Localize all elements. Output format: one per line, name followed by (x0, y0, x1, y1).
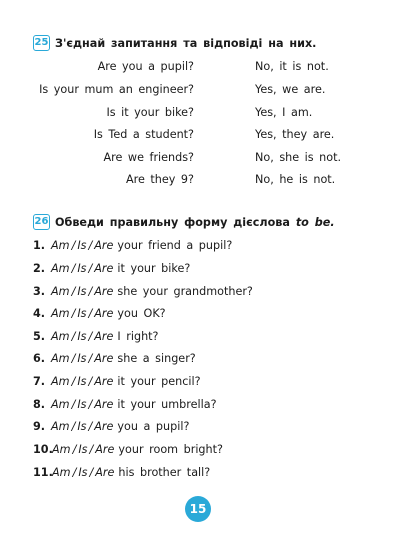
match-row (0, 106, 409, 122)
option-am[interactable]: Am (51, 398, 70, 411)
verb-choices: Am / Is / Are (51, 307, 114, 320)
verb-choices: Am / Is / Are (51, 420, 114, 433)
exercise-25-header (33, 35, 316, 51)
item-text: your friend a pupil? (117, 239, 233, 252)
option-are[interactable]: Are (95, 466, 115, 479)
exercise-item (33, 262, 190, 275)
option-is[interactable]: Is (77, 352, 87, 365)
exercise-title: Обведи правильну форму дієслова to be. (55, 215, 335, 229)
verb-choices: Am / Is / Are (51, 330, 114, 343)
option-am[interactable]: Am (51, 352, 70, 365)
option-is[interactable]: Is (77, 285, 87, 298)
exercise-number-badge: 25 (33, 35, 50, 51)
verb-choices: Am / Is / Are (51, 285, 114, 298)
answer: No, he is not. (255, 173, 336, 186)
item-number: 6. (33, 352, 46, 365)
answer: Yes, they are. (255, 128, 335, 141)
exercise-item (33, 375, 201, 388)
option-is[interactable]: Is (77, 398, 87, 411)
item-text: his brother tall? (118, 466, 211, 479)
item-number: 7. (33, 375, 46, 388)
verb-choices: Am / Is / Are (52, 466, 115, 479)
item-number: 4. (33, 307, 46, 320)
item-text: you OK? (117, 307, 166, 320)
option-is[interactable]: Is (77, 307, 87, 320)
option-am[interactable]: Am (51, 375, 70, 388)
exercise-26-header (33, 214, 335, 230)
answer: No, it is not. (255, 60, 329, 73)
option-is[interactable]: Is (77, 375, 87, 388)
item-number: 9. (33, 420, 46, 433)
item-number: 3. (33, 285, 46, 298)
page-number-badge: 15 (185, 496, 211, 522)
option-are[interactable]: Are (94, 375, 114, 388)
verb-choices: Am / Is / Are (51, 239, 114, 252)
option-am[interactable]: Am (52, 443, 71, 456)
item-text: it your pencil? (117, 375, 201, 388)
item-text: I right? (117, 330, 159, 343)
item-text: it your umbrella? (117, 398, 217, 411)
item-text: you a pupil? (117, 420, 190, 433)
question: Is your mum an engineer? (39, 83, 194, 96)
exercise-title-emphasis: to be. (295, 215, 335, 229)
question: Is it your bike? (106, 106, 194, 119)
item-text: it your bike? (117, 262, 191, 275)
option-is[interactable]: Is (78, 443, 88, 456)
match-row (0, 83, 409, 99)
exercise-item (33, 466, 210, 479)
answer: Yes, we are. (255, 83, 326, 96)
option-is[interactable]: Is (77, 262, 87, 275)
verb-choices: Am / Is / Are (51, 352, 114, 365)
question: Is Ted a student? (93, 128, 194, 141)
item-number: 8. (33, 398, 46, 411)
match-row (0, 151, 409, 167)
option-are[interactable]: Are (94, 285, 114, 298)
verb-choices: Am / Is / Are (51, 262, 114, 275)
option-am[interactable]: Am (51, 239, 70, 252)
match-row (0, 173, 409, 189)
option-are[interactable]: Are (94, 307, 114, 320)
item-number: 11. (33, 466, 53, 479)
item-number: 1. (33, 239, 46, 252)
exercise-title: З'єднай запитання та відповіді на них. (55, 36, 317, 50)
item-number: 5. (33, 330, 46, 343)
verb-choices: Am / Is / Are (52, 443, 115, 456)
option-are[interactable]: Are (94, 262, 114, 275)
verb-choices: Am / Is / Are (51, 375, 114, 388)
exercise-item (33, 352, 196, 365)
option-am[interactable]: Am (51, 330, 70, 343)
option-are[interactable]: Are (95, 443, 115, 456)
question: Are you a pupil? (97, 60, 194, 73)
option-am[interactable]: Am (51, 420, 70, 433)
exercise-item (33, 330, 159, 343)
match-row (0, 128, 409, 144)
exercise-item (33, 443, 223, 456)
option-is[interactable]: Is (77, 330, 87, 343)
item-text: she a singer? (117, 352, 196, 365)
verb-choices: Am / Is / Are (51, 398, 114, 411)
option-are[interactable]: Are (94, 352, 114, 365)
exercise-number-badge: 26 (33, 214, 50, 230)
option-is[interactable]: Is (78, 466, 88, 479)
exercise-item (33, 239, 232, 252)
option-am[interactable]: Am (51, 285, 70, 298)
answer: No, she is not. (255, 151, 342, 164)
option-are[interactable]: Are (94, 239, 114, 252)
question: Are we friends? (103, 151, 194, 164)
option-is[interactable]: Is (77, 239, 87, 252)
item-number: 10. (33, 443, 53, 456)
option-are[interactable]: Are (94, 330, 114, 343)
item-text: she your grandmother? (117, 285, 253, 298)
question: Are they 9? (125, 173, 194, 186)
match-row (0, 60, 409, 76)
exercise-item (33, 398, 217, 411)
option-am[interactable]: Am (51, 307, 70, 320)
exercise-item (33, 307, 166, 320)
option-am[interactable]: Am (52, 466, 71, 479)
option-is[interactable]: Is (77, 420, 87, 433)
option-are[interactable]: Are (94, 420, 114, 433)
exercise-item (33, 420, 189, 433)
option-are[interactable]: Are (94, 398, 114, 411)
exercise-item (33, 285, 253, 298)
item-number: 2. (33, 262, 46, 275)
answer: Yes, I am. (255, 106, 313, 119)
item-text: your room bright? (118, 443, 223, 456)
option-am[interactable]: Am (51, 262, 70, 275)
